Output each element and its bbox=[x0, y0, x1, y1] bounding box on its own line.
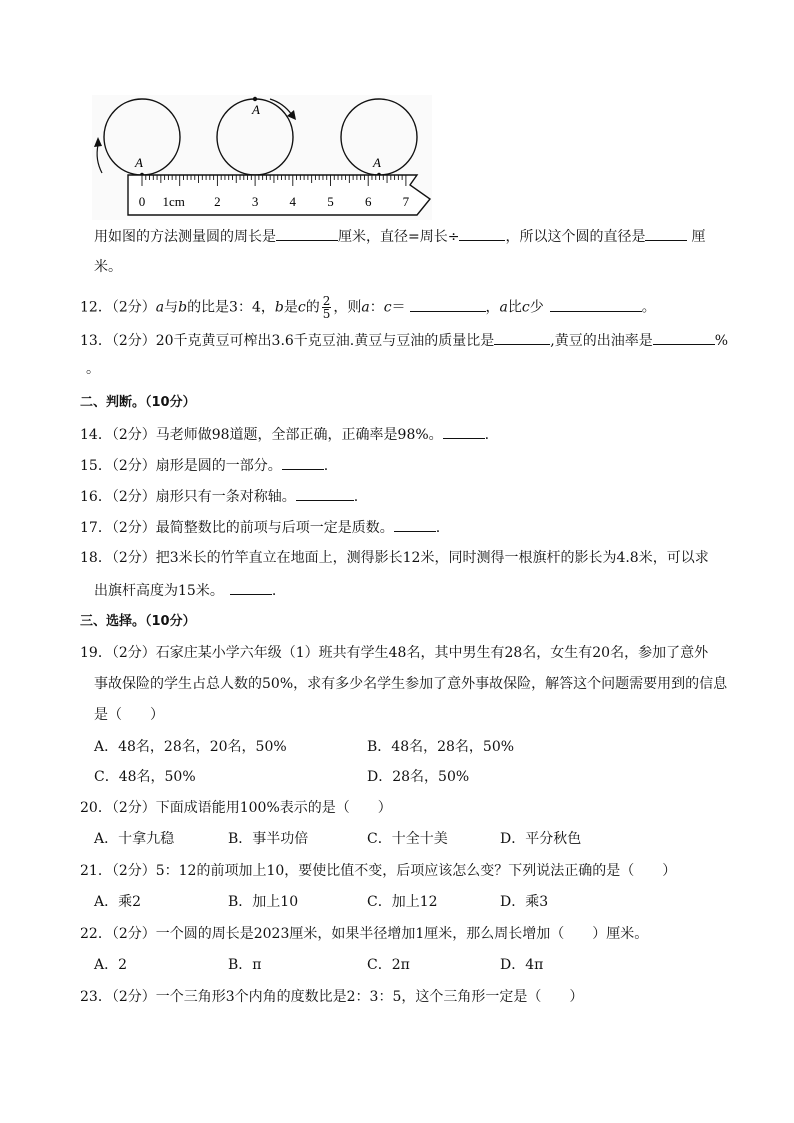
q16-text: 16．（2分）扇形只有一条对称轴。 bbox=[80, 489, 296, 505]
q20-option-b[interactable]: B．事半功倍 bbox=[228, 831, 309, 847]
q13-text-3: % bbox=[714, 333, 729, 349]
q12-blank-ratio[interactable] bbox=[410, 297, 486, 312]
q19-option-c[interactable]: C．48名，50% bbox=[94, 769, 196, 785]
q22-option-c[interactable]: C．2π bbox=[367, 957, 410, 973]
q13-text-1: 13．（2分）20千克黄豆可榨出3.6千克豆油.黄豆与豆油的质量比是 bbox=[80, 333, 495, 349]
q22-stem: 22．（2分）一个圆的周长是2023厘米，如果半径增加1厘米，那么周长增加（ ）厘米。 bbox=[80, 926, 649, 942]
frac-numerator: 2 bbox=[322, 294, 331, 308]
q12-blank-less[interactable] bbox=[550, 297, 642, 312]
q19-option-a[interactable]: A．48名，28名，20名，50% bbox=[94, 739, 287, 755]
q11-text-3: ，所以这个圆的直径是 bbox=[505, 229, 646, 245]
q19-text-1: 19．（2分）石家庄某小学六年级（1）班共有学生48名，其中男生有28名，女生有20名，参加了意外 bbox=[80, 645, 709, 661]
ruler-tick-label: 6 bbox=[364, 194, 372, 209]
q12-t8: ， bbox=[485, 299, 500, 316]
q12-t3: 是 bbox=[283, 299, 298, 316]
section-judge-heading: 二、判断。（10分） bbox=[80, 395, 196, 410]
q12-prefix: 12．（2分） bbox=[80, 299, 156, 316]
q12-t2: 的比是3：4， bbox=[187, 299, 275, 316]
q12-t5: ，则 bbox=[333, 299, 362, 316]
q22-option-b[interactable]: B．π bbox=[228, 957, 262, 973]
ruler-tick-label: 3 bbox=[251, 194, 259, 209]
q19-line1 bbox=[80, 643, 708, 663]
q12-end: 。 bbox=[641, 299, 656, 316]
q18-line2 bbox=[94, 580, 276, 601]
q19-option-d[interactable]: D．28名，50% bbox=[367, 769, 470, 785]
var-b: b bbox=[178, 299, 188, 316]
var-c-3: c bbox=[521, 299, 530, 316]
q15-end: . bbox=[323, 458, 329, 474]
q18-end: . bbox=[271, 583, 277, 599]
q12-line bbox=[80, 295, 656, 320]
ruler-tick-label: 1cm bbox=[162, 194, 185, 209]
q13-blank-ratio[interactable] bbox=[494, 330, 550, 345]
point-a-middle bbox=[253, 97, 257, 101]
q11-text-4: 厘 bbox=[691, 229, 706, 245]
q11-line1 bbox=[94, 226, 705, 247]
q12-t6: ： bbox=[369, 299, 384, 316]
var-c: c bbox=[297, 299, 306, 316]
q11-text-1: 用如图的方法测量圆的周长是 bbox=[94, 229, 276, 245]
q16-blank[interactable] bbox=[296, 486, 354, 501]
q13-text-4: 。 bbox=[86, 361, 100, 377]
var-b-2: b bbox=[274, 299, 284, 316]
ruler-tick-label: 2 bbox=[214, 194, 221, 209]
q20-stem: 20．（2分）下面成语能用100%表示的是（ ） bbox=[80, 800, 392, 816]
q21-option-a[interactable]: A．乘2 bbox=[94, 894, 142, 910]
q11-blank-diameter[interactable] bbox=[645, 226, 687, 241]
q13-line1 bbox=[80, 330, 728, 351]
var-a-3: a bbox=[499, 299, 508, 316]
circle-ruler-figure bbox=[92, 95, 432, 220]
q11-blank-circumference[interactable] bbox=[276, 226, 338, 241]
q17-line bbox=[80, 517, 440, 538]
q21-option-b[interactable]: B．加上10 bbox=[228, 894, 299, 910]
q16-end: . bbox=[353, 489, 359, 505]
q14-blank[interactable] bbox=[443, 424, 485, 439]
q21-option-d[interactable]: D．乘3 bbox=[500, 894, 549, 910]
point-label-middle: A bbox=[252, 102, 260, 117]
q16-line bbox=[80, 486, 358, 507]
frac-denominator: 5 bbox=[322, 307, 331, 321]
q17-end: . bbox=[435, 520, 441, 536]
ruler-tick-label: 5 bbox=[327, 194, 334, 209]
q19-text-3: 是（ ） bbox=[94, 707, 164, 723]
q12-t7: ＝ bbox=[391, 299, 406, 316]
q12-t4: 的 bbox=[305, 299, 320, 316]
q18-line1 bbox=[80, 548, 709, 568]
point-label-right: A bbox=[373, 155, 381, 170]
q11-blank-divisor[interactable] bbox=[459, 226, 505, 241]
q12-t1: 与 bbox=[164, 299, 179, 316]
fraction-two-fifths bbox=[322, 295, 332, 320]
q11-text-2: 厘米，直径=周长÷ bbox=[338, 229, 460, 245]
q19-line3 bbox=[94, 705, 164, 725]
q20-option-c[interactable]: C．十全十美 bbox=[367, 831, 448, 847]
q18-text-2: 出旗杆高度为15米。 bbox=[94, 583, 224, 599]
ruler-tick-label: 0 bbox=[138, 194, 146, 209]
point-label-left: A bbox=[135, 155, 143, 170]
q21-option-c[interactable]: C．加上12 bbox=[367, 894, 438, 910]
q13-blank-rate[interactable] bbox=[653, 330, 715, 345]
var-c-2: c bbox=[383, 299, 392, 316]
var-a-2: a bbox=[361, 299, 370, 316]
q12-t10: 少 bbox=[529, 299, 544, 316]
q11-line2 bbox=[94, 257, 122, 277]
q20-option-a[interactable]: A．十拿九稳 bbox=[94, 831, 175, 847]
q19-option-b[interactable]: B．48名，28名，50% bbox=[367, 739, 515, 755]
q19-text-2: 事故保险的学生占总人数的50%，求有多少名学生参加了意外事故保险，解答这个问题需要用到的信息 bbox=[94, 676, 728, 692]
q15-line bbox=[80, 455, 328, 476]
q15-text: 15．（2分）扇形是圆的一部分。 bbox=[80, 458, 282, 474]
q21-stem: 21．（2分）5：12的前项加上10，要使比值不变，后项应该怎么变？下列说法正确的是（ ） bbox=[80, 863, 677, 879]
q14-end: . bbox=[484, 427, 490, 443]
q13-text-2: ,黄豆的出油率是 bbox=[550, 333, 653, 349]
q17-text: 17．（2分）最简整数比的前项与后项一定是质数。 bbox=[80, 520, 394, 536]
q13-line2 bbox=[86, 359, 100, 379]
ruler-tick-label: 4 bbox=[289, 194, 297, 209]
q20-option-d[interactable]: D．平分秋色 bbox=[500, 831, 582, 847]
ruler-tick-label: 7 bbox=[402, 194, 410, 209]
q17-blank[interactable] bbox=[394, 517, 436, 532]
q18-text-1: 18．（2分）把3米长的竹竿直立在地面上，测得影长12米，同时测得一根旗杆的影长为4.8米，可以求 bbox=[80, 550, 709, 566]
q11-text-5: 米。 bbox=[94, 259, 122, 275]
q22-option-a[interactable]: A．2 bbox=[94, 957, 128, 973]
q23-stem: 23．（2分）一个三角形3个内角的度数比是2：3：5，这个三角形一定是（ ） bbox=[80, 989, 584, 1005]
q12-t9: 比 bbox=[507, 299, 522, 316]
q14-text: 14．（2分）马老师做98道题，全部正确，正确率是98%。 bbox=[80, 427, 443, 443]
section-choice-heading: 三、选择。（10分） bbox=[80, 614, 196, 629]
var-a: a bbox=[155, 299, 165, 316]
q14-line bbox=[80, 424, 489, 445]
q18-blank[interactable] bbox=[230, 580, 272, 595]
q19-line2 bbox=[94, 674, 727, 694]
q22-option-d[interactable]: D．4π bbox=[500, 957, 544, 973]
q15-blank[interactable] bbox=[282, 455, 324, 470]
